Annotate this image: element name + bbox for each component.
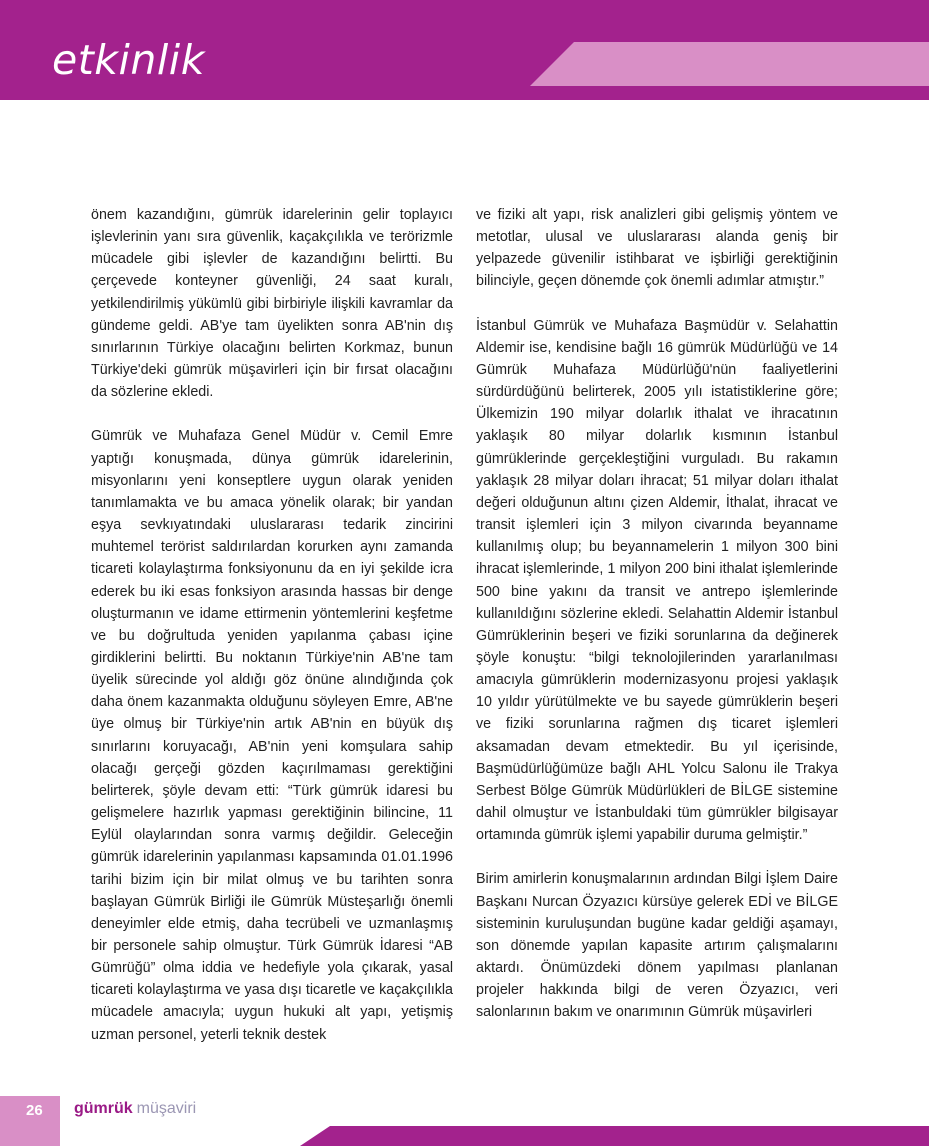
header-accent-stripe (530, 42, 929, 86)
article-paragraph: ve fiziki alt yapı, risk analizleri gibi gelişmiş yöntem ve metotlar, ulusal ve uluslararası alanda geniş bir yelpazede güvenilir istihbarat ve işbirliği gerektiğinin bilinciyle, geçen dönemde çok önemli adımlar atmıştır.” (476, 207, 838, 290)
article-left-column (91, 204, 453, 1046)
magazine-logo (74, 1100, 196, 1118)
article-right-column (476, 204, 838, 1023)
article-paragraph: Gümrük ve Muhafaza Genel Müdür v. Cemil Emre yaptığı konuşmada, dünya gümrük idarelerinin, misyonlarını yeni konseptlere uygun olarak yeniden tanımlamakta ve bu amaca yönelik olarak; bir yandan eşya sevkıyatındaki uluslararası tedarik zincirini muhtemel terörist saldırılardan korurken aynı zamanda ticareti kolaylaştırma fonksiyonunu da en iyi şekilde icra ederek bu iki esas fonksiyon arasında hassas bir denge oluşturmanın ve idame ettirmenin yöntemlerini keşfetme ve bu doğrultuda yeniden yapılanma çabası içine girdiklerini belirtti. Bu noktanın Türkiye'nin AB'ne tam üyelik sürecinde yol aldığı göz önüne alındığında çok daha önem kazanmakta olduğunu söyleyen Emre, AB'ne üye olmuş bir Türkiye'nin artık AB'nin en büyük dış sınırlarını koruyacağı, AB'nin yeni komşulara sahip olacağı gerçeği gözden kaçırılmaması gerektiğini belirterek, şöyle devam etti: “Türk gümrük idaresi bu gelişmelere hazırlık yapması gerektiğinin bilincine, 11 Eylül olaylarından sonra varmış değildir. Geleceğin gümrük idarelerinin yapılanması kapsamında 01.01.1996 tarihi bizim için bir milat olmuş ve bu tarihten sonra başlayan Gümrük Birliği ile Gümrük Müsteşarlığı önemli deneyimler elde etmiş, daha tecrübeli ve uzmanlaşmış bir personele sahip olmuştur. Türk Gümrük İdaresi “AB Gümrüğü” olma iddia ve hedefiyle yola çıkarak, yasal ticareti kolaylaştırma ve yasa dışı ticaretle ve kaçakçılıkla mücadele amacıyla; uygun hukuki alt yapı, yetişmiş uzman personel, yeterli teknik destek (91, 428, 453, 1043)
header-banner (0, 0, 929, 100)
article-paragraph: İstanbul Gümrük ve Muhafaza Başmüdür v. Selahattin Aldemir ise, kendisine bağlı 16 gümrük Müdürlüğü ve 14 Gümrük Muhafaza Müdürlüğü'nün faaliyetlerini sürdürdüğünü belirterek, 2005 yılı istatistiklerine göre; Ülkemizin 190 milyar dolarlık ithalat ve ihracatının yaklaşık 80 milyar dolarlık kısmının İstanbul gümrüklerinde gerçekleştiğini vurguladı. Bu rakamın yaklaşık 28 milyar doları ihracat; 51 milyar doları ithalat değeri olduğunun altını çizen Aldemir, İthalat, ihracat ve transit işlemleri için 3 milyon civarında beyanname kullanılmış olup; bu beyannamelerin 1 milyon 300 bini ihracat işlemlerinde, 1 milyon 200 bini ithalat işlemlerinde 500 bine yakını da transit ve antrepo işlemlerinde kullanıldığını sözlerine ekledi. Selahattin Aldemir İstanbul Gümrüklerinin beşeri ve fiziki sorunlarına da değinerek şöyle konuştu: “bilgi teknolojilerinden yararlanılması amacıyla gümrüklerin modernizasyonu projesi yaklaşık 10 yıldır yürütülmekte ve bu sayede gümrüklerin beşeri ve fiziki sorunlarına rağmen dış ticaret işlemleri aksamadan devam etmektedir. Bu yıl içerisinde, Başmüdürlüğümüze bağlı AHL Yolcu Salonu ile Trakya Serbest Bölge Gümrük Müdürlükleri de BİLGE sistemine dahil olmuştur ve İstanbuldaki tüm gümrükler bilgisayar ortamında gümrük işlemi yapabilir duruma gelmiştir.” (476, 317, 838, 844)
section-title: etkinlik (52, 36, 205, 84)
page-number: 26 (26, 1102, 43, 1119)
logo-word-musaviri: müşaviri (136, 1100, 197, 1117)
footer-stripe (300, 1126, 929, 1146)
article-paragraph: önem kazandığını, gümrük idarelerinin gelir toplayıcı işlevlerinin yanı sıra güvenlik, kaçakçılıkla ve terörizmle mücadele gibi işlevler de kazandığını belirtti. Bu çerçevede konteyner güvenliği, 24 saat kuralı, yetkilendirilmiş yükümlü gibi birbiriyle ilişkili kavramlar da gündeme geldi. AB'ye tam üyelikten sonra AB'nin dış sınırlarının Türkiye olacağını belirten Korkmaz, bunun Türkiye'deki gümrük müşavirleri için bir fırsat olacağını da sözlerine ekledi. (91, 207, 453, 401)
article-paragraph: Birim amirlerin konuşmalarının ardından Bilgi İşlem Daire Başkanı Nurcan Özyazıcı kürsüye gelerek EDİ ve BİLGE sisteminin kuruluşundan bugüne kadar geldiği aşamayı, son dönemde yapılan kapasite artırım çalışmalarını aktardı. Önümüzdeki dönem yapılması planlanan projeler hakkında bilgi de veren Özyazıcı, veri salonlarının bakım ve onarımının Gümrük müşavirleri (476, 871, 838, 1021)
logo-word-gumruk: gümrük (74, 1100, 133, 1117)
